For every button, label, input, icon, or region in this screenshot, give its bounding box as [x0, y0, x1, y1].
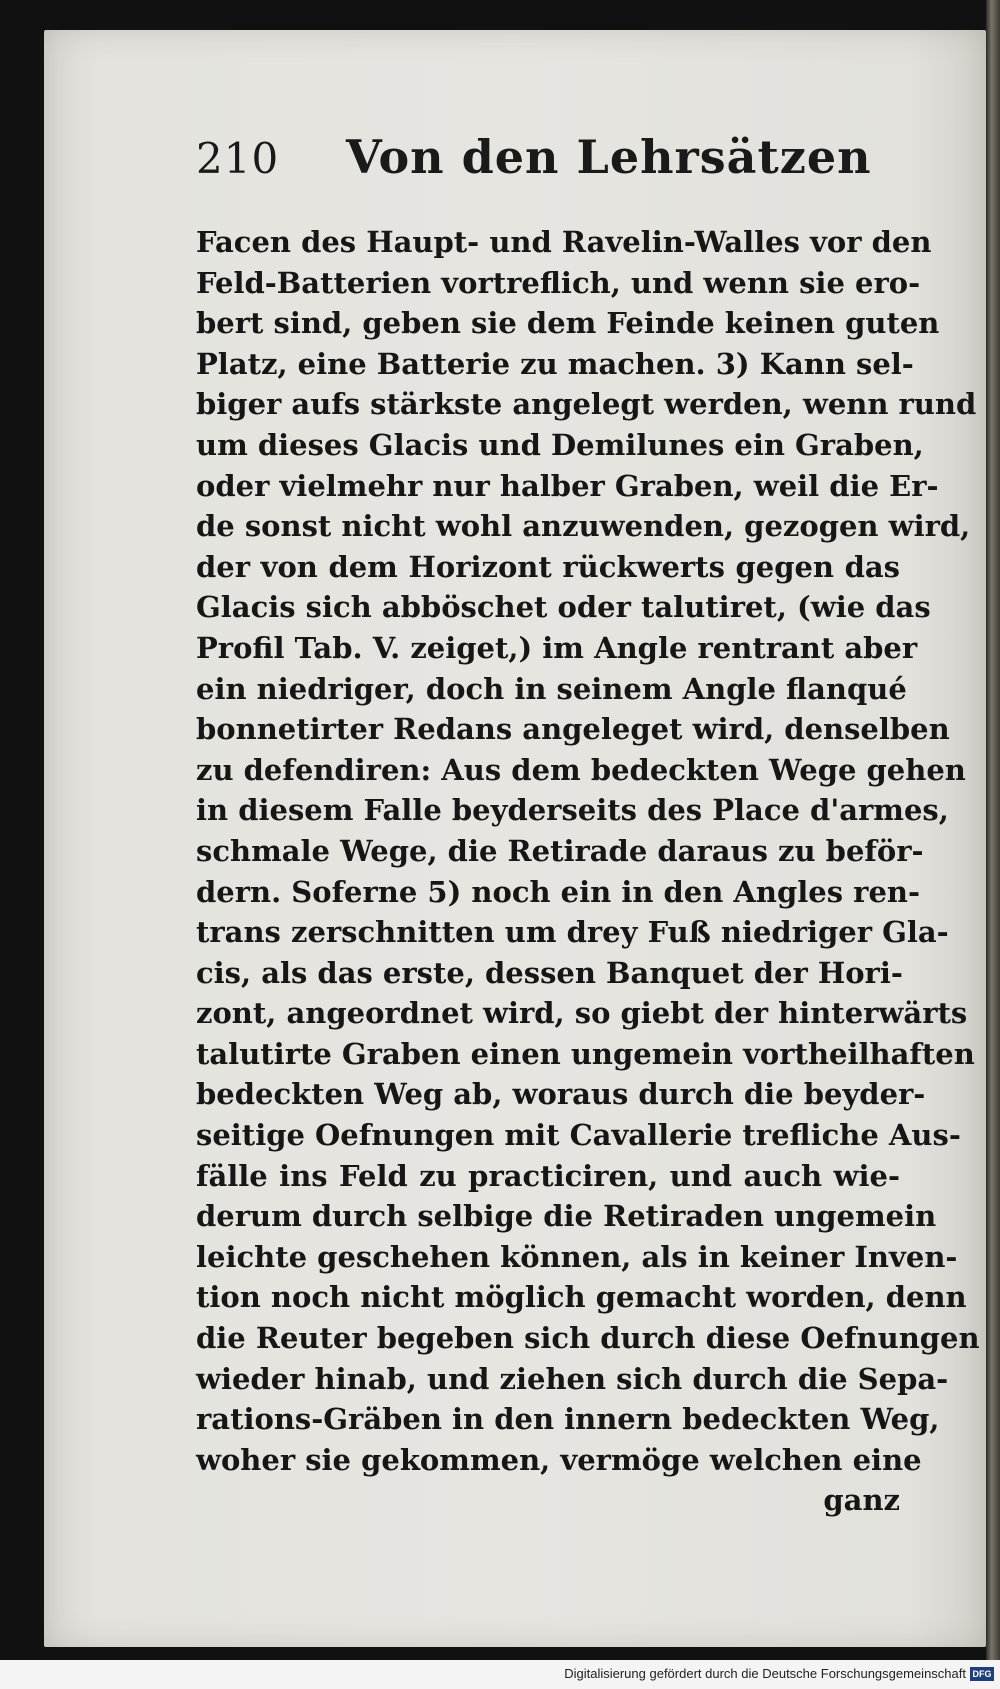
text-line: talutirte Graben einen ungemein vortheilhaften: [196, 1036, 975, 1071]
page-edge-strip: [986, 0, 1000, 1660]
catchword: ganz: [823, 1483, 900, 1518]
text-line: die Reuter begeben sich durch diese Oefnungen: [196, 1321, 980, 1356]
digitization-footer: [0, 1660, 1000, 1689]
text-line: woher sie gekommen, vermöge welchen eine: [196, 1442, 922, 1477]
text-line: ein niedriger, doch in seinem Angle flanqué: [196, 671, 907, 706]
text-line: zu defendiren: Aus dem bedeckten Wege gehen: [196, 752, 966, 787]
text-line: Feld-Batterien vortreflich, und wenn sie ero-: [196, 265, 921, 300]
page-number: 210: [196, 134, 280, 183]
text-line: bonnetirter Redans angeleget wird, denselben: [196, 712, 950, 747]
text-line: biger aufs stärkste angelegt werden, wenn rund: [196, 387, 977, 422]
text-line: schmale Wege, die Retirade daraus zu beför-: [196, 833, 924, 868]
text-line: leichte geschehen können, als in keiner Inven-: [196, 1239, 958, 1274]
text-line: fälle ins Feld zu practiciren, und auch wie-: [196, 1158, 900, 1193]
text-line: tion noch nicht möglich gemacht worden, denn: [196, 1280, 967, 1315]
text-line: Profil Tab. V. zeiget,) im Angle rentrant aber: [196, 630, 918, 665]
text-line: de sonst nicht wohl anzuwenden, gezogen wird,: [196, 509, 971, 544]
text-line: Facen des Haupt- und Ravelin-Walles vor den: [196, 225, 932, 259]
text-line: oder vielmehr nur halber Graben, weil die Er-: [196, 468, 939, 503]
text-line: in diesem Falle beyderseits des Place d'armes,: [196, 793, 949, 828]
dfg-logo: DFG: [970, 1667, 994, 1681]
page-header: [196, 112, 896, 202]
text-line: bert sind, geben sie dem Feinde keinen guten: [196, 306, 940, 341]
text-line: Platz, eine Batterie zu machen. 3) Kann sel-: [196, 346, 914, 381]
text-line: seitige Oefnungen mit Cavallerie trefliche Aus-: [196, 1118, 961, 1153]
running-title: Von den Lehrsätzen: [346, 130, 872, 184]
text-line: dern. Soferne 5) noch ein in den Angles ren-: [196, 874, 921, 909]
funding-credit: Digitalisierung gefördert durch die Deutsche Forschungsgemeinschaft: [564, 1666, 966, 1681]
text-line: zont, angeordnet wird, so giebt der hinterwärts: [196, 996, 968, 1031]
text-line: Glacis sich abböschet oder talutiret, (wie das: [196, 590, 931, 625]
text-line: trans zerschnitten um drey Fuß niedriger Gla-: [196, 915, 949, 950]
text-line: um dieses Glacis und Demilunes ein Graben,: [196, 427, 924, 462]
text-line: cis, als das erste, dessen Banquet der Hori-: [196, 955, 903, 990]
text-line: rations-Gräben in den innern bedeckten Weg,: [196, 1402, 940, 1437]
text-line: derum durch selbige die Retiraden ungemein: [196, 1199, 937, 1234]
text-line: der von dem Horizont rückwerts gegen das: [196, 549, 900, 584]
text-line: bedeckten Weg ab, woraus durch die beyder-: [196, 1077, 926, 1112]
body-text: [196, 222, 980, 1521]
text-line: wieder hinab, und ziehen sich durch die Sepa-: [196, 1361, 949, 1396]
